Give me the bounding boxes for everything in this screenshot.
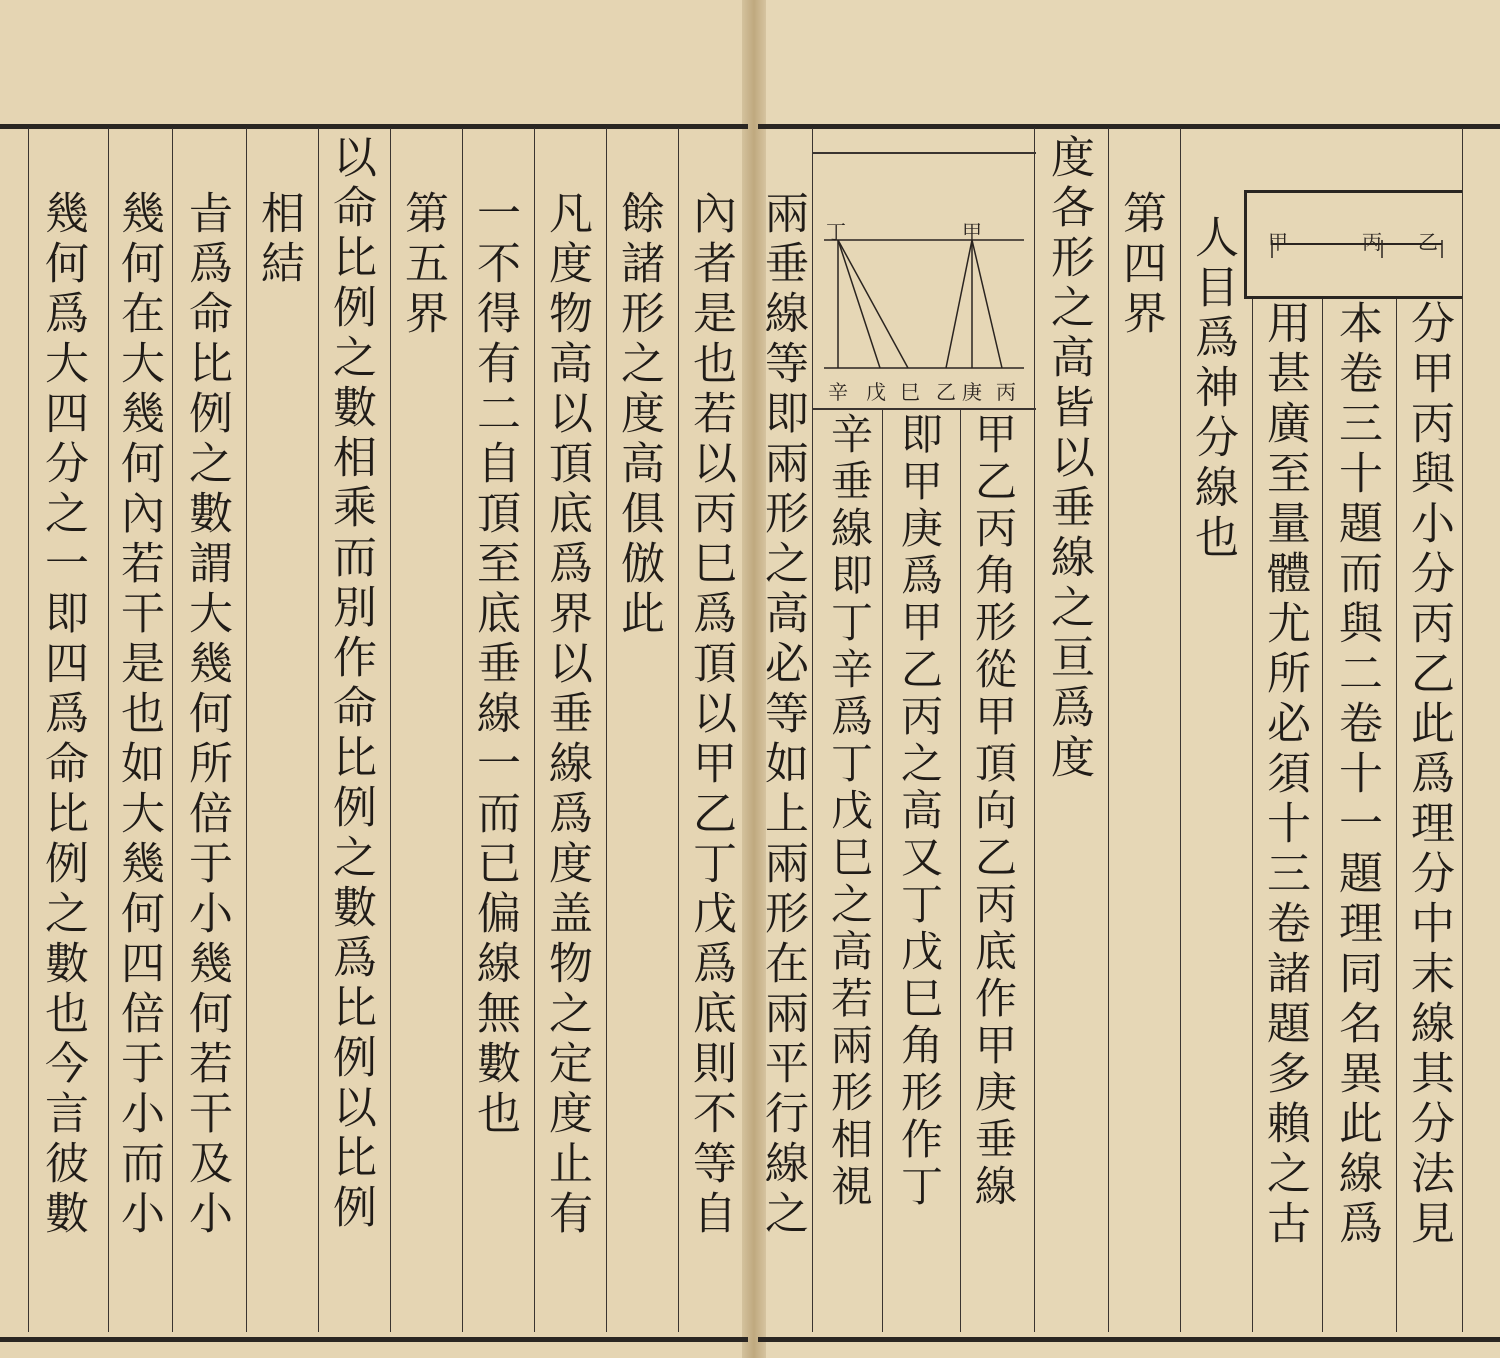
text-column: 分甲丙與小分丙乙此爲理分中末線其分法見 [1403, 300, 1454, 1250]
text-column: 凡度物高以頂底爲界以垂線爲度盖物之定度止有 [541, 190, 592, 1240]
section-heading: 第五界 [397, 190, 448, 340]
label-bing: 丙 [1362, 230, 1382, 254]
text-column: 用甚廣至量體尤所必須十三卷諸題多賴之古 [1259, 300, 1310, 1250]
label-si: 巳 [900, 380, 920, 404]
text-column: 㫖爲命比例之數謂大幾何所倍于小幾何若干及小 [181, 190, 232, 1240]
column-rule [318, 128, 319, 1332]
header-box-left [1244, 190, 1247, 296]
triangle-right-edge [972, 240, 1002, 368]
text-column: 內者是也若以丙巳爲頂以甲乙丁戊爲底則不等自 [685, 190, 736, 1240]
text-column: 相結 [253, 190, 304, 290]
header-box-top [1244, 190, 1462, 193]
column-rule [812, 128, 813, 1332]
label-wu: 戊 [866, 380, 886, 404]
column-rule [1108, 128, 1109, 1332]
column-rule [1462, 128, 1463, 1332]
column-rule [1322, 296, 1323, 1332]
column-rule [1252, 296, 1253, 1332]
diagram-box-top [812, 152, 1036, 154]
column-rule [534, 128, 535, 1332]
text-column: 辛垂線即丁辛爲丁戊巳之高若兩形相視 [825, 412, 874, 1211]
text-column: 人目爲神分線也 [1187, 214, 1238, 564]
column-rule [1396, 296, 1397, 1332]
column-rule [28, 128, 29, 1332]
label-yi-diagram: 乙 [936, 380, 956, 404]
column-rule [390, 128, 391, 1332]
label-bing-diagram: 丙 [996, 380, 1016, 404]
text-column: 即甲庚爲甲乙丙之高又丁戊巳角形作丁 [895, 412, 944, 1211]
column-rule [960, 408, 961, 1332]
column-rule [172, 128, 173, 1332]
text-column: 兩垂線等即兩形之高必等如上兩形在兩平行線之 [757, 190, 808, 1240]
diagram-box-bottom [812, 408, 1036, 410]
label-ding: 丁 [826, 220, 846, 244]
column-rule [108, 128, 109, 1332]
column-rule [1180, 128, 1181, 1332]
text-column: 幾何爲大四分之一即四爲命比例之數也今言彼數 [37, 190, 88, 1240]
text-column: 度各形之高皆以垂線之亘爲度 [1043, 134, 1094, 784]
text-column: 以命比例之數相乘而別作命比例之數爲比例以比例 [325, 134, 376, 1234]
triangle-right-edge [946, 240, 972, 368]
label-jia: 甲 [1268, 230, 1288, 254]
column-rule [1034, 128, 1035, 1332]
label-xin: 辛 [828, 380, 848, 404]
text-column: 本卷三十題而與二卷十一題理同名異此線爲 [1331, 300, 1382, 1250]
text-column: 甲乙丙角形從甲頂向乙丙底作甲庚垂線 [969, 412, 1018, 1211]
column-rule [678, 128, 679, 1332]
text-column: 一不得有二自頂至底垂線一而已偏線無數也 [469, 190, 520, 1140]
column-rule [462, 128, 463, 1332]
text-column: 餘諸形之度高俱倣此 [613, 190, 664, 640]
text-column: 幾何在大幾何內若干是也如大幾何四倍于小而小 [113, 190, 164, 1240]
header-box-bottom [1244, 296, 1462, 299]
column-rule [246, 128, 247, 1332]
label-yi: 乙 [1418, 230, 1438, 254]
label-jia-diagram: 甲 [962, 220, 982, 244]
label-geng: 庚 [962, 380, 982, 404]
column-rule [882, 408, 883, 1332]
section-heading: 第四界 [1115, 190, 1166, 340]
column-rule [606, 128, 607, 1332]
